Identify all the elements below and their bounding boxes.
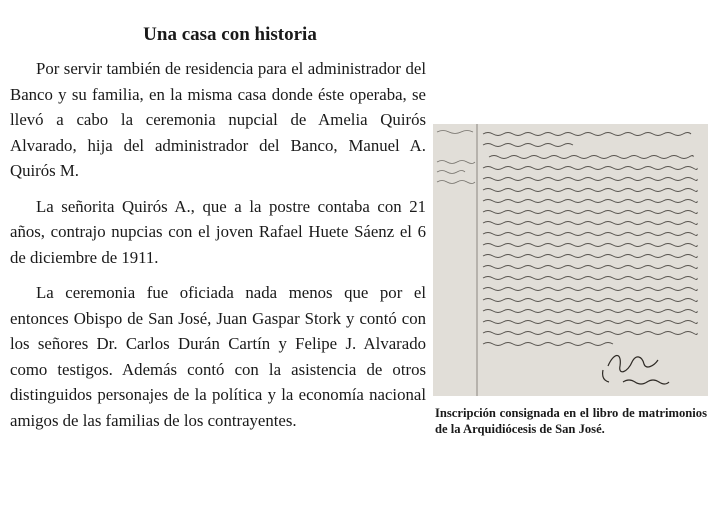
paragraph: Por servir también de residencia para el administrador del Banco y su familia, en la misma casa donde éste operaba, se llevó a cabo la ceremonia nupcial de Amelia Quirós Alvarado, hija del administrador del Banco, Manuel A. Quirós M.: [10, 59, 426, 180]
image-caption: Inscripción consignada en el libro de matrimonios de la Arquidiócesis de San José.: [435, 406, 707, 436]
page-title: Una casa con historia: [143, 24, 317, 45]
paragraph: La ceremonia fue oficiada nada menos que por el entonces Obispo de San José, Juan Gaspar Stork y contó con los señores Dr. Carlos Durán Cartín y Felipe J. Alvarado como testigos. Además contó con la asistencia de otros distinguidos personajes de la política y la economía nacional amigos de las familias de los contrayentes.: [10, 283, 426, 430]
handwritten-record-scan: [433, 124, 708, 396]
paragraph: La señorita Quirós A., que a la postre contaba con 21 años, contrajo nupcias con el joven Rafael Huete Sáenz el 6 de diciembre de 1911.: [10, 196, 426, 267]
body-text: [10, 56, 426, 443]
marriage-record-image: [433, 124, 708, 396]
